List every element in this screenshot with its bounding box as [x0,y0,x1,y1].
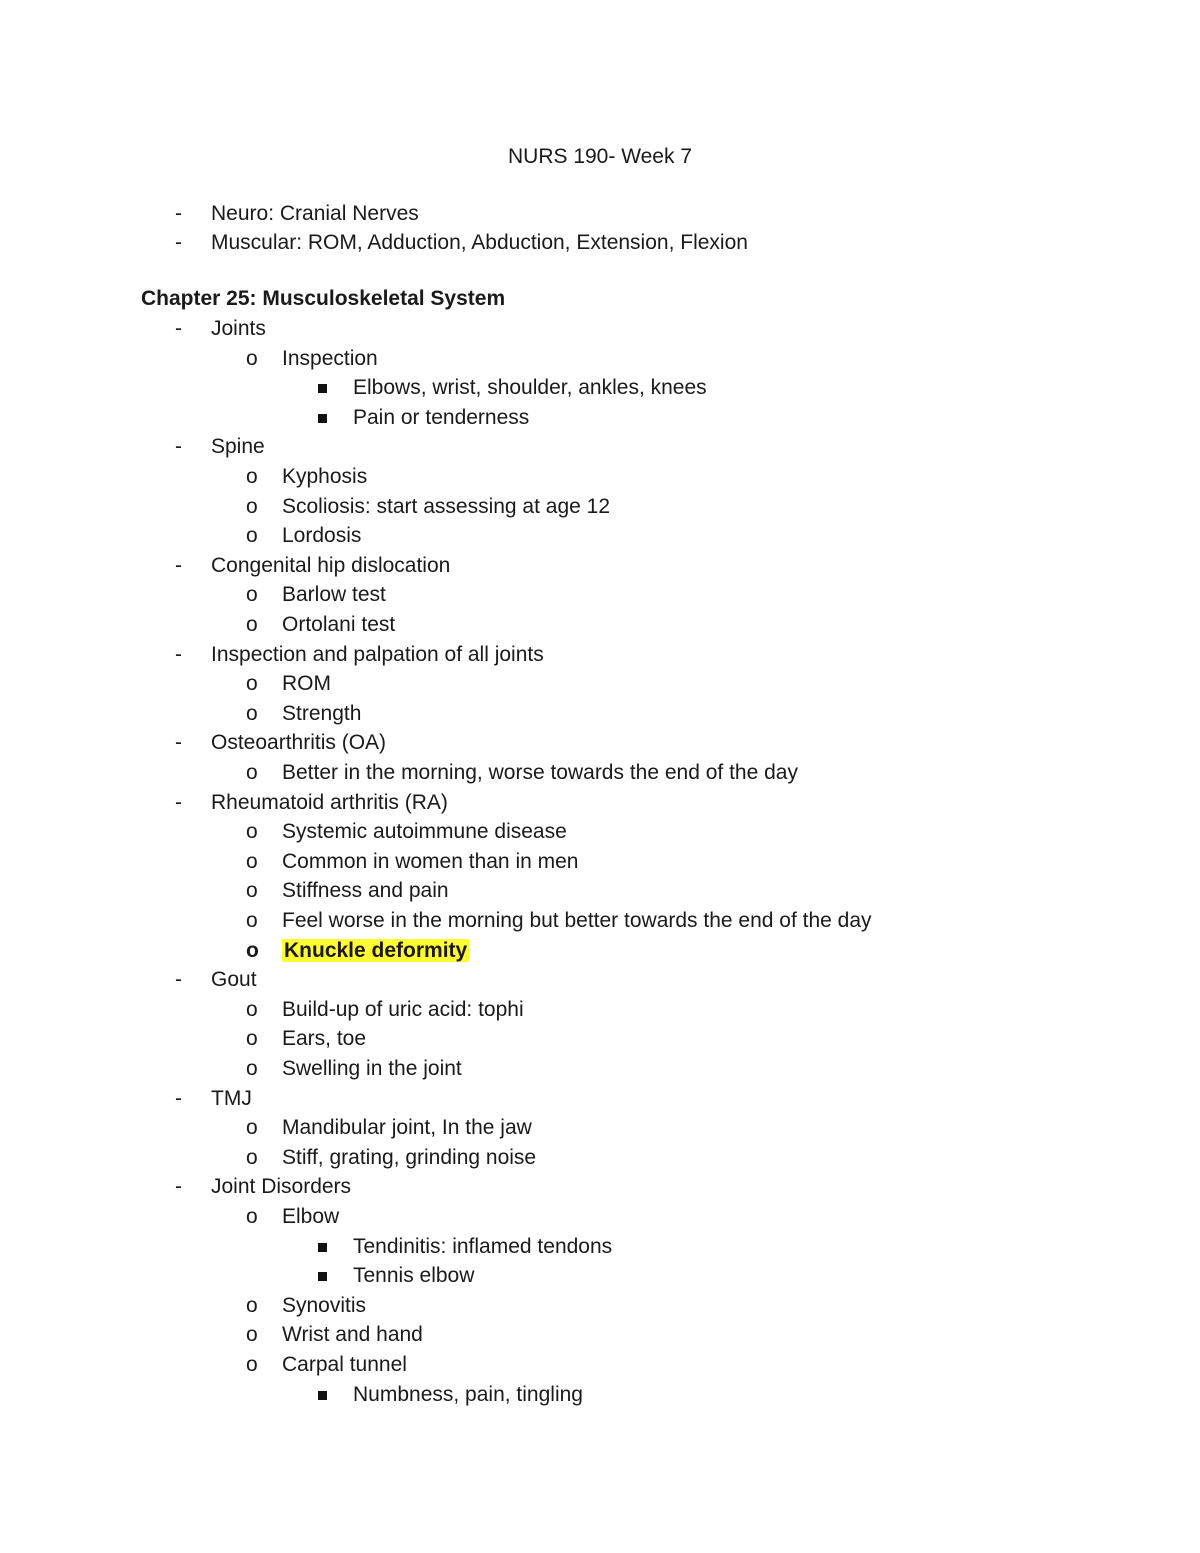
list-item [282,1055,462,1083]
square-bullet-icon [318,1272,327,1281]
list-item [282,345,378,373]
sub-item: Elbows, wrist, shoulder, ankles, knees [353,376,707,400]
item-text: Synovitis [282,1293,367,1317]
list-item [282,581,386,609]
circle-bullet: o [246,849,258,873]
dash-bullet: - [175,202,182,225]
sub-item: Pain or tenderness [353,405,530,429]
item-text: Inspection [282,346,378,370]
square-bullet-icon [318,414,327,423]
circle-bullet: o [246,938,259,962]
item-text: Elbow [282,1205,340,1228]
circle-bullet: o [246,1145,258,1169]
section-label: Gout [211,968,257,992]
item-text: Stiff, grating, grinding noise [282,1145,537,1169]
item-text: ROM [282,672,331,696]
item-text: Scoliosis: start assessing at age 12 [282,494,611,518]
section-label: Rheumatoid arthritis (RA) [211,790,448,814]
circle-bullet: o [246,1353,258,1376]
item-text: Ortolani test [282,613,396,636]
circle-bullet: o [246,494,258,518]
section-label: Congenital hip dislocation [211,553,451,577]
circle-bullet: o [246,701,258,725]
list-item [282,1144,536,1172]
list-item [282,996,524,1024]
list-item [282,907,872,935]
item-text: Common in women than in men [282,849,579,873]
list-item [282,1321,423,1349]
square-bullet-icon [318,1391,327,1400]
item-text: Stiffness and pain [282,879,449,903]
square-bullet-icon [318,1243,327,1252]
item-text: Feel worse in the morning but better towards the end of the day [282,909,872,932]
circle-bullet: o [246,1057,258,1080]
circle-bullet: o [246,1323,258,1347]
item-text: Ears, toe [282,1027,367,1051]
section-label: Spine [211,435,265,459]
section-label: Joint Disorders [211,1175,352,1199]
circle-bullet: o [246,1205,258,1228]
list-item [282,611,395,639]
item-text: Build-up of uric acid: tophi [282,997,524,1021]
circle-bullet: o [246,524,258,548]
item-text: Systemic autoimmune disease [282,820,567,844]
circle-bullet: o [246,761,258,784]
list-item [282,848,578,876]
list-item [282,818,567,846]
dash-bullet: - [175,731,182,755]
section-label: Joints [211,317,266,340]
sub-item: Tennis elbow [353,1264,475,1288]
list-item [282,522,361,550]
dash-bullet: - [175,968,182,992]
list-item [282,1203,339,1231]
list-item [282,759,798,787]
list-item [282,1025,366,1053]
list-item [282,1114,532,1142]
circle-bullet: o [246,997,258,1021]
item-text: Carpal tunnel [282,1353,407,1376]
sub-item: Tendinitis: inflamed tendons [353,1234,613,1258]
highlighted-text: Knuckle deformity [284,938,468,962]
circle-bullet: o [246,1027,258,1051]
intro-item: Muscular: ROM, Adduction, Abduction, Extension, Flexion [211,230,748,254]
circle-bullet: o [246,583,258,607]
dash-bullet: - [175,790,182,814]
list-item [282,670,331,698]
item-text: Strength [282,701,362,725]
dash-bullet: - [175,435,182,459]
circle-bullet: o [246,909,258,932]
intro-item: Neuro: Cranial Nerves [211,202,419,225]
chapter-heading: Chapter 25: Musculoskeletal System [141,287,506,310]
sub-item: Numbness, pain, tingling [353,1382,583,1406]
circle-bullet: o [246,672,258,696]
item-text: Barlow test [282,583,386,607]
item-text: Wrist and hand [282,1323,423,1347]
dash-bullet: - [175,553,182,577]
item-text: Swelling in the joint [282,1057,462,1080]
circle-bullet: o [246,613,258,636]
circle-bullet: o [246,1116,258,1140]
list-item [282,1292,366,1320]
circle-bullet: o [246,879,258,903]
dash-bullet: - [175,317,182,340]
list-item [282,877,449,905]
square-bullet-icon [318,384,327,393]
page-title: NURS 190- Week 7 [507,145,693,168]
list-item [282,700,361,728]
list-item [282,463,367,491]
list-item [282,1351,407,1379]
circle-bullet: o [246,346,258,370]
dash-bullet: - [175,1175,182,1199]
dash-bullet: - [175,1086,182,1110]
circle-bullet: o [246,465,258,488]
item-text: Lordosis [282,524,362,548]
circle-bullet: o [246,820,258,844]
section-label: TMJ [211,1086,252,1110]
section-label: Inspection and palpation of all joints [211,642,544,666]
list-item [282,937,469,965]
item-text: Mandibular joint, In the jaw [282,1116,532,1140]
dash-bullet: - [175,642,182,666]
list-item [282,493,610,521]
section-label: Osteoarthritis (OA) [211,731,387,755]
item-text: Kyphosis [282,465,368,488]
circle-bullet: o [246,1293,258,1317]
dash-bullet: - [175,230,182,254]
item-text: Better in the morning, worse towards the end of the day [282,761,798,784]
